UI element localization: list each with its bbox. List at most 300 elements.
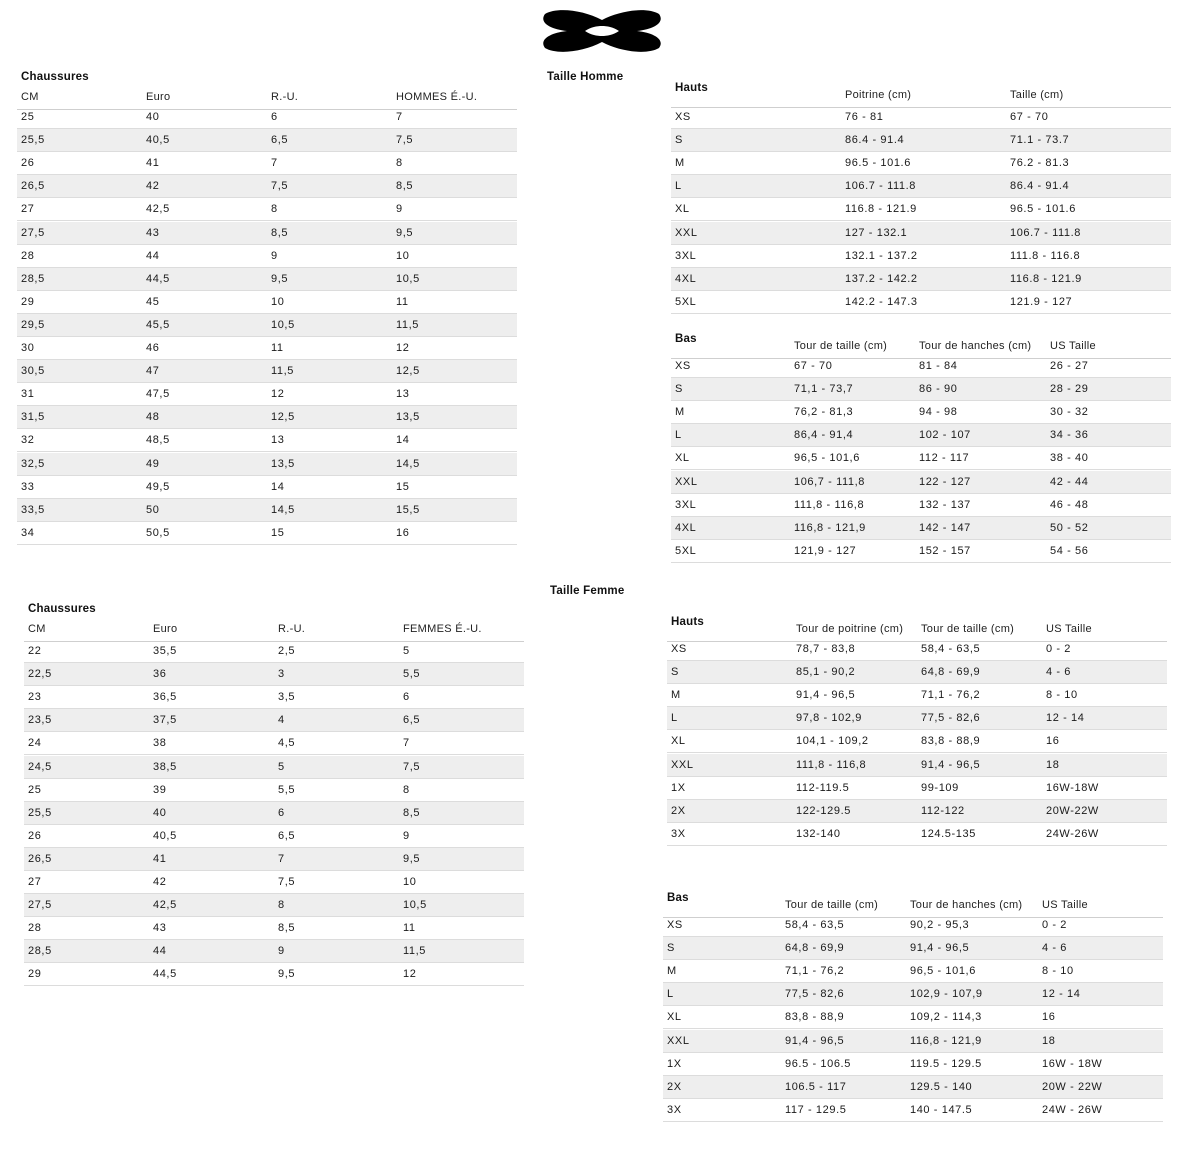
- table-cell: XXL: [675, 226, 698, 239]
- table-cell: 29: [21, 295, 35, 308]
- under-armour-logo-icon: [541, 8, 663, 54]
- table-row: [671, 245, 1171, 268]
- table-cell: 0 - 2: [1046, 643, 1072, 656]
- table-cell: 104,1 - 109,2: [796, 735, 869, 748]
- table-row: [17, 337, 517, 360]
- table-cell: 10: [271, 295, 285, 308]
- table-cell: 142 - 147: [919, 521, 971, 534]
- table-cell: 12: [396, 342, 410, 355]
- men-bottoms-header-cell: US Taille: [1050, 339, 1096, 352]
- table-cell: 5,5: [403, 668, 421, 681]
- table-cell: 30,5: [21, 365, 45, 378]
- table-row: [663, 1076, 1163, 1099]
- table-cell: 7,5: [271, 180, 289, 193]
- table-cell: 4 - 6: [1046, 666, 1072, 679]
- men-shoes-header-cell: HOMMES É.-U.: [396, 90, 478, 103]
- table-row: [663, 914, 1163, 937]
- table-cell: 112-122: [921, 804, 965, 817]
- table-cell: 6,5: [278, 829, 296, 842]
- table-cell: 8: [271, 203, 278, 216]
- table-cell: 31,5: [21, 411, 45, 424]
- table-row: [17, 314, 517, 337]
- men-tops-header-row: [671, 82, 1171, 108]
- table-row: [667, 800, 1167, 823]
- table-cell: 6,5: [271, 134, 289, 147]
- table-cell: 26 - 27: [1050, 360, 1089, 373]
- table-cell: 112 - 117: [919, 452, 970, 465]
- table-cell: 9,5: [396, 226, 414, 239]
- table-cell: 5XL: [675, 295, 697, 308]
- table-cell: 20W-22W: [1046, 804, 1099, 817]
- table-cell: M: [671, 689, 681, 702]
- table-cell: 6: [403, 691, 410, 704]
- table-cell: 42: [153, 876, 167, 889]
- men-bottoms-header-cell: Tour de hanches (cm): [919, 339, 1032, 352]
- table-cell: 127 - 132.1: [845, 226, 908, 239]
- table-cell: 10,5: [403, 899, 427, 912]
- table-row: [24, 640, 524, 663]
- table-row: [24, 779, 524, 802]
- table-cell: 77,5 - 82,6: [921, 712, 981, 725]
- table-cell: 26: [28, 829, 42, 842]
- table-cell: 25,5: [28, 806, 52, 819]
- table-cell: 71,1 - 73,7: [794, 383, 854, 396]
- women-tops-header-cell: Tour de poitrine (cm): [796, 622, 904, 635]
- women-shoes-caption: Chaussures: [28, 603, 96, 615]
- table-row: [24, 825, 524, 848]
- table-cell: 47: [146, 365, 160, 378]
- table-row: [663, 1099, 1163, 1122]
- women-bottoms-caption: Bas: [667, 892, 689, 904]
- table-cell: 5XL: [675, 544, 697, 557]
- table-cell: S: [675, 134, 683, 147]
- table-row: [671, 355, 1171, 378]
- table-cell: 50 - 52: [1050, 521, 1089, 534]
- table-cell: S: [675, 383, 683, 396]
- table-cell: 45: [146, 295, 160, 308]
- table-row: [671, 494, 1171, 517]
- table-cell: 25: [28, 783, 42, 796]
- table-cell: 8: [278, 899, 285, 912]
- table-cell: 140 - 147.5: [910, 1103, 973, 1116]
- table-cell: 121,9 - 127: [794, 544, 857, 557]
- table-cell: 152 - 157: [919, 544, 971, 557]
- table-cell: 77,5 - 82,6: [785, 988, 845, 1001]
- table-cell: 111.8 - 116.8: [1010, 249, 1081, 262]
- table-cell: 13: [396, 388, 410, 401]
- table-cell: 71,1 - 76,2: [921, 689, 981, 702]
- table-row: [17, 198, 517, 221]
- table-cell: 35,5: [153, 645, 177, 658]
- table-cell: 132-140: [796, 827, 841, 840]
- table-row: [24, 709, 524, 732]
- table-cell: 8: [396, 157, 403, 170]
- table-cell: 28,5: [21, 272, 45, 285]
- table-row: [671, 268, 1171, 291]
- table-cell: XL: [671, 735, 686, 748]
- table-row: [24, 940, 524, 963]
- table-cell: 11,5: [271, 365, 294, 378]
- table-cell: 11: [403, 922, 416, 935]
- table-row: [663, 937, 1163, 960]
- table-cell: 24W - 26W: [1042, 1103, 1103, 1116]
- table-cell: XS: [667, 919, 683, 932]
- table-cell: XS: [675, 111, 691, 124]
- table-cell: 42: [146, 180, 160, 193]
- table-cell: 124.5-135: [921, 827, 976, 840]
- table-cell: 132.1 - 137.2: [845, 249, 918, 262]
- table-cell: 42,5: [153, 899, 177, 912]
- table-cell: 29: [28, 968, 42, 981]
- table-cell: 122 - 127: [919, 475, 971, 488]
- table-row: [17, 106, 517, 129]
- table-cell: 16: [1042, 1011, 1056, 1024]
- table-cell: 44,5: [146, 272, 170, 285]
- table-cell: 24W-26W: [1046, 827, 1099, 840]
- table-cell: 8 - 10: [1046, 689, 1078, 702]
- table-cell: 25: [21, 111, 35, 124]
- table-row: [17, 222, 517, 245]
- men-tops-header-cell: Taille (cm): [1010, 88, 1064, 101]
- table-cell: 11,5: [396, 318, 419, 331]
- table-cell: 54 - 56: [1050, 544, 1089, 557]
- table-row: [24, 686, 524, 709]
- table-cell: 22: [28, 645, 42, 658]
- men-tops-caption: Hauts: [675, 82, 708, 94]
- table-cell: 36,5: [153, 691, 177, 704]
- table-cell: 13,5: [271, 457, 295, 470]
- table-cell: 132 - 137: [919, 498, 971, 511]
- table-cell: 7,5: [396, 134, 414, 147]
- table-cell: 30 - 32: [1050, 406, 1089, 419]
- table-cell: 7,5: [278, 876, 296, 889]
- table-row: [24, 756, 524, 779]
- table-cell: 116,8 - 121,9: [910, 1034, 982, 1047]
- table-cell: 8,5: [403, 806, 421, 819]
- table-cell: 111,8 - 116,8: [794, 498, 865, 511]
- table-row: [667, 638, 1167, 661]
- table-cell: 6,5: [403, 714, 421, 727]
- table-cell: 5,5: [278, 783, 296, 796]
- table-cell: 22,5: [28, 668, 52, 681]
- table-cell: 11,5: [403, 945, 426, 958]
- table-cell: 99-109: [921, 781, 959, 794]
- table-cell: 109,2 - 114,3: [910, 1011, 982, 1024]
- table-row: [17, 406, 517, 429]
- table-cell: 8 - 10: [1042, 965, 1074, 978]
- women-shoes-header-cell: CM: [28, 622, 46, 635]
- table-row: [663, 1053, 1163, 1076]
- table-cell: 46 - 48: [1050, 498, 1089, 511]
- table-row: [17, 175, 517, 198]
- table-row: [663, 960, 1163, 983]
- table-cell: 12,5: [271, 411, 295, 424]
- table-row: [17, 383, 517, 406]
- table-cell: 76 - 81: [845, 111, 884, 124]
- table-cell: 106.7 - 111.8: [845, 180, 916, 193]
- table-cell: 119.5 - 129.5: [910, 1057, 982, 1070]
- table-row: [17, 152, 517, 175]
- table-cell: 44: [146, 249, 160, 262]
- table-cell: XL: [667, 1011, 682, 1024]
- table-cell: 67 - 70: [794, 360, 833, 373]
- table-cell: 50,5: [146, 526, 170, 539]
- table-cell: 25,5: [21, 134, 45, 147]
- table-row: [671, 222, 1171, 245]
- table-cell: 42 - 44: [1050, 475, 1089, 488]
- table-cell: 3X: [671, 827, 686, 840]
- table-cell: 10: [403, 876, 417, 889]
- table-cell: S: [671, 666, 679, 679]
- table-cell: 91,4 - 96,5: [785, 1034, 845, 1047]
- table-cell: 116.8 - 121.9: [845, 203, 917, 216]
- table-cell: 16: [1046, 735, 1060, 748]
- table-cell: 2X: [667, 1080, 682, 1093]
- table-cell: 38: [153, 737, 167, 750]
- table-cell: 49,5: [146, 480, 170, 493]
- men-shoes-header-cell: CM: [21, 90, 39, 103]
- table-row: [671, 198, 1171, 221]
- table-row: [671, 447, 1171, 470]
- table-cell: 83,8 - 88,9: [785, 1011, 845, 1024]
- men-tops-header-cell: Poitrine (cm): [845, 88, 912, 101]
- table-cell: 7: [396, 111, 403, 124]
- table-cell: 15: [271, 526, 285, 539]
- table-cell: 48: [146, 411, 160, 424]
- men-shoes-caption: Chaussures: [21, 71, 89, 83]
- table-row: [17, 291, 517, 314]
- table-row: [17, 453, 517, 476]
- table-cell: 34: [21, 526, 35, 539]
- table-cell: 15,5: [396, 503, 420, 516]
- table-row: [671, 471, 1171, 494]
- men-shoes-header-cell: R.-U.: [271, 90, 299, 103]
- table-row: [671, 378, 1171, 401]
- women-tops-caption: Hauts: [671, 616, 704, 628]
- table-cell: 44,5: [153, 968, 177, 981]
- table-row: [663, 1006, 1163, 1029]
- men-bottoms-caption: Bas: [675, 333, 697, 345]
- table-cell: 58,4 - 63,5: [921, 643, 981, 656]
- table-cell: 4 - 6: [1042, 942, 1068, 955]
- table-cell: 27: [21, 203, 35, 216]
- table-cell: M: [675, 157, 685, 170]
- table-cell: 33,5: [21, 503, 45, 516]
- table-row: [671, 175, 1171, 198]
- table-cell: 111,8 - 116,8: [796, 758, 867, 771]
- table-row: [671, 401, 1171, 424]
- table-cell: 76,2 - 81,3: [794, 406, 854, 419]
- table-cell: XL: [675, 452, 690, 465]
- table-cell: 0 - 2: [1042, 919, 1068, 932]
- table-cell: 9: [271, 249, 278, 262]
- table-cell: 12 - 14: [1046, 712, 1085, 725]
- table-cell: M: [667, 965, 677, 978]
- table-cell: 23: [28, 691, 42, 704]
- table-cell: 12: [403, 968, 417, 981]
- table-cell: 83,8 - 88,9: [921, 735, 981, 748]
- women-shoes-header-cell: R.-U.: [278, 622, 306, 635]
- table-cell: 16W - 18W: [1042, 1057, 1103, 1070]
- table-cell: 10,5: [271, 318, 295, 331]
- table-cell: 28,5: [28, 945, 52, 958]
- table-cell: 42,5: [146, 203, 170, 216]
- table-cell: 14,5: [271, 503, 295, 516]
- table-cell: 81 - 84: [919, 360, 958, 373]
- table-cell: 18: [1042, 1034, 1056, 1047]
- table-cell: 12: [271, 388, 285, 401]
- table-cell: 102 - 107: [919, 429, 971, 442]
- table-cell: 45,5: [146, 318, 170, 331]
- table-cell: 86 - 90: [919, 383, 958, 396]
- table-cell: 8: [403, 783, 410, 796]
- table-cell: 33: [21, 480, 35, 493]
- table-cell: 49: [146, 457, 160, 470]
- table-cell: 3XL: [675, 498, 697, 511]
- table-cell: 14: [271, 480, 285, 493]
- table-cell: 96.5 - 106.5: [785, 1057, 851, 1070]
- table-cell: 24,5: [28, 760, 52, 773]
- women-tops-header-cell: US Taille: [1046, 622, 1092, 635]
- table-cell: 13,5: [396, 411, 420, 424]
- table-cell: 1X: [671, 781, 686, 794]
- women-bottoms-header-cell: Tour de hanches (cm): [910, 898, 1023, 911]
- table-cell: 40,5: [153, 829, 177, 842]
- table-cell: 129.5 - 140: [910, 1080, 973, 1093]
- table-cell: 96.5 - 101.6: [1010, 203, 1076, 216]
- table-cell: 34 - 36: [1050, 429, 1089, 442]
- table-row: [667, 754, 1167, 777]
- table-cell: 3XL: [675, 249, 697, 262]
- table-cell: 18: [1046, 758, 1060, 771]
- table-cell: 16: [396, 526, 410, 539]
- table-cell: 29,5: [21, 318, 45, 331]
- table-cell: 13: [271, 434, 285, 447]
- table-cell: 9: [403, 829, 410, 842]
- women-shoes-header-cell: Euro: [153, 622, 178, 635]
- table-cell: 27,5: [21, 226, 45, 239]
- table-cell: 4XL: [675, 521, 697, 534]
- table-cell: 12 - 14: [1042, 988, 1081, 1001]
- table-cell: 40: [146, 111, 160, 124]
- table-cell: S: [667, 942, 675, 955]
- women-section-title: Taille Femme: [550, 585, 625, 597]
- table-cell: 14,5: [396, 457, 420, 470]
- table-cell: 11: [271, 342, 284, 355]
- table-cell: 46: [146, 342, 160, 355]
- table-cell: 10: [396, 249, 410, 262]
- table-row: [663, 1030, 1163, 1053]
- table-cell: 5: [403, 645, 410, 658]
- table-cell: 26,5: [28, 852, 52, 865]
- table-cell: 1X: [667, 1057, 682, 1070]
- table-cell: 3X: [667, 1103, 682, 1116]
- table-cell: 106,7 - 111,8: [794, 475, 865, 488]
- table-row: [17, 429, 517, 452]
- table-cell: 137.2 - 142.2: [845, 272, 918, 285]
- table-cell: 96,5 - 101,6: [910, 965, 976, 978]
- table-cell: 9: [278, 945, 285, 958]
- table-row: [17, 129, 517, 152]
- table-row: [17, 522, 517, 545]
- table-row: [667, 707, 1167, 730]
- table-cell: 16W-18W: [1046, 781, 1099, 794]
- table-cell: 28: [21, 249, 35, 262]
- table-row: [24, 963, 524, 986]
- table-row: [671, 152, 1171, 175]
- table-cell: 28: [28, 922, 42, 935]
- table-cell: 43: [153, 922, 167, 935]
- table-cell: 39: [153, 783, 167, 796]
- table-cell: 43: [146, 226, 160, 239]
- table-cell: 36: [153, 668, 167, 681]
- table-cell: 71,1 - 76,2: [785, 965, 845, 978]
- table-cell: 9,5: [271, 272, 289, 285]
- table-row: [17, 360, 517, 383]
- table-cell: M: [675, 406, 685, 419]
- table-cell: 8,5: [278, 922, 296, 935]
- table-cell: 64,8 - 69,9: [785, 942, 845, 955]
- table-cell: L: [671, 712, 678, 725]
- table-cell: 5: [278, 760, 285, 773]
- table-row: [24, 871, 524, 894]
- table-cell: 7: [278, 852, 285, 865]
- women-tops-header-cell: Tour de taille (cm): [921, 622, 1015, 635]
- table-cell: 91,4 - 96,5: [910, 942, 970, 955]
- table-cell: 64,8 - 69,9: [921, 666, 981, 679]
- table-cell: 14: [396, 434, 410, 447]
- table-cell: 30: [21, 342, 35, 355]
- table-cell: 38,5: [153, 760, 177, 773]
- table-cell: 27,5: [28, 899, 52, 912]
- table-cell: 27: [28, 876, 42, 889]
- women-shoes-header-row: [24, 616, 524, 642]
- table-cell: 90,2 - 95,3: [910, 919, 970, 932]
- table-cell: 10,5: [396, 272, 420, 285]
- women-shoes-header-cell: FEMMES É.-U.: [403, 622, 482, 635]
- table-cell: 76.2 - 81.3: [1010, 157, 1070, 170]
- table-cell: XS: [675, 360, 691, 373]
- table-cell: 4,5: [278, 737, 296, 750]
- table-cell: 96,5 - 101,6: [794, 452, 860, 465]
- table-row: [667, 730, 1167, 753]
- table-cell: 117 - 129.5: [785, 1103, 847, 1116]
- table-cell: 44: [153, 945, 167, 958]
- table-cell: 97,8 - 102,9: [796, 712, 862, 725]
- men-bottoms-header-cell: Tour de taille (cm): [794, 339, 888, 352]
- table-cell: XXL: [667, 1034, 690, 1047]
- table-cell: 38 - 40: [1050, 452, 1089, 465]
- table-cell: XXL: [675, 475, 698, 488]
- table-cell: L: [667, 988, 674, 1001]
- table-row: [671, 291, 1171, 314]
- table-cell: 9,5: [403, 852, 421, 865]
- table-cell: 41: [153, 852, 167, 865]
- table-cell: 41: [146, 157, 160, 170]
- table-cell: 121.9 - 127: [1010, 295, 1073, 308]
- table-cell: 28 - 29: [1050, 383, 1089, 396]
- table-row: [24, 894, 524, 917]
- table-cell: 67 - 70: [1010, 111, 1049, 124]
- table-cell: 86.4 - 91.4: [1010, 180, 1070, 193]
- table-row: [17, 499, 517, 522]
- table-row: [667, 661, 1167, 684]
- table-cell: 9: [396, 203, 403, 216]
- table-cell: 50: [146, 503, 160, 516]
- table-cell: 6: [271, 111, 278, 124]
- table-cell: 15: [396, 480, 410, 493]
- table-cell: 116,8 - 121,9: [794, 521, 866, 534]
